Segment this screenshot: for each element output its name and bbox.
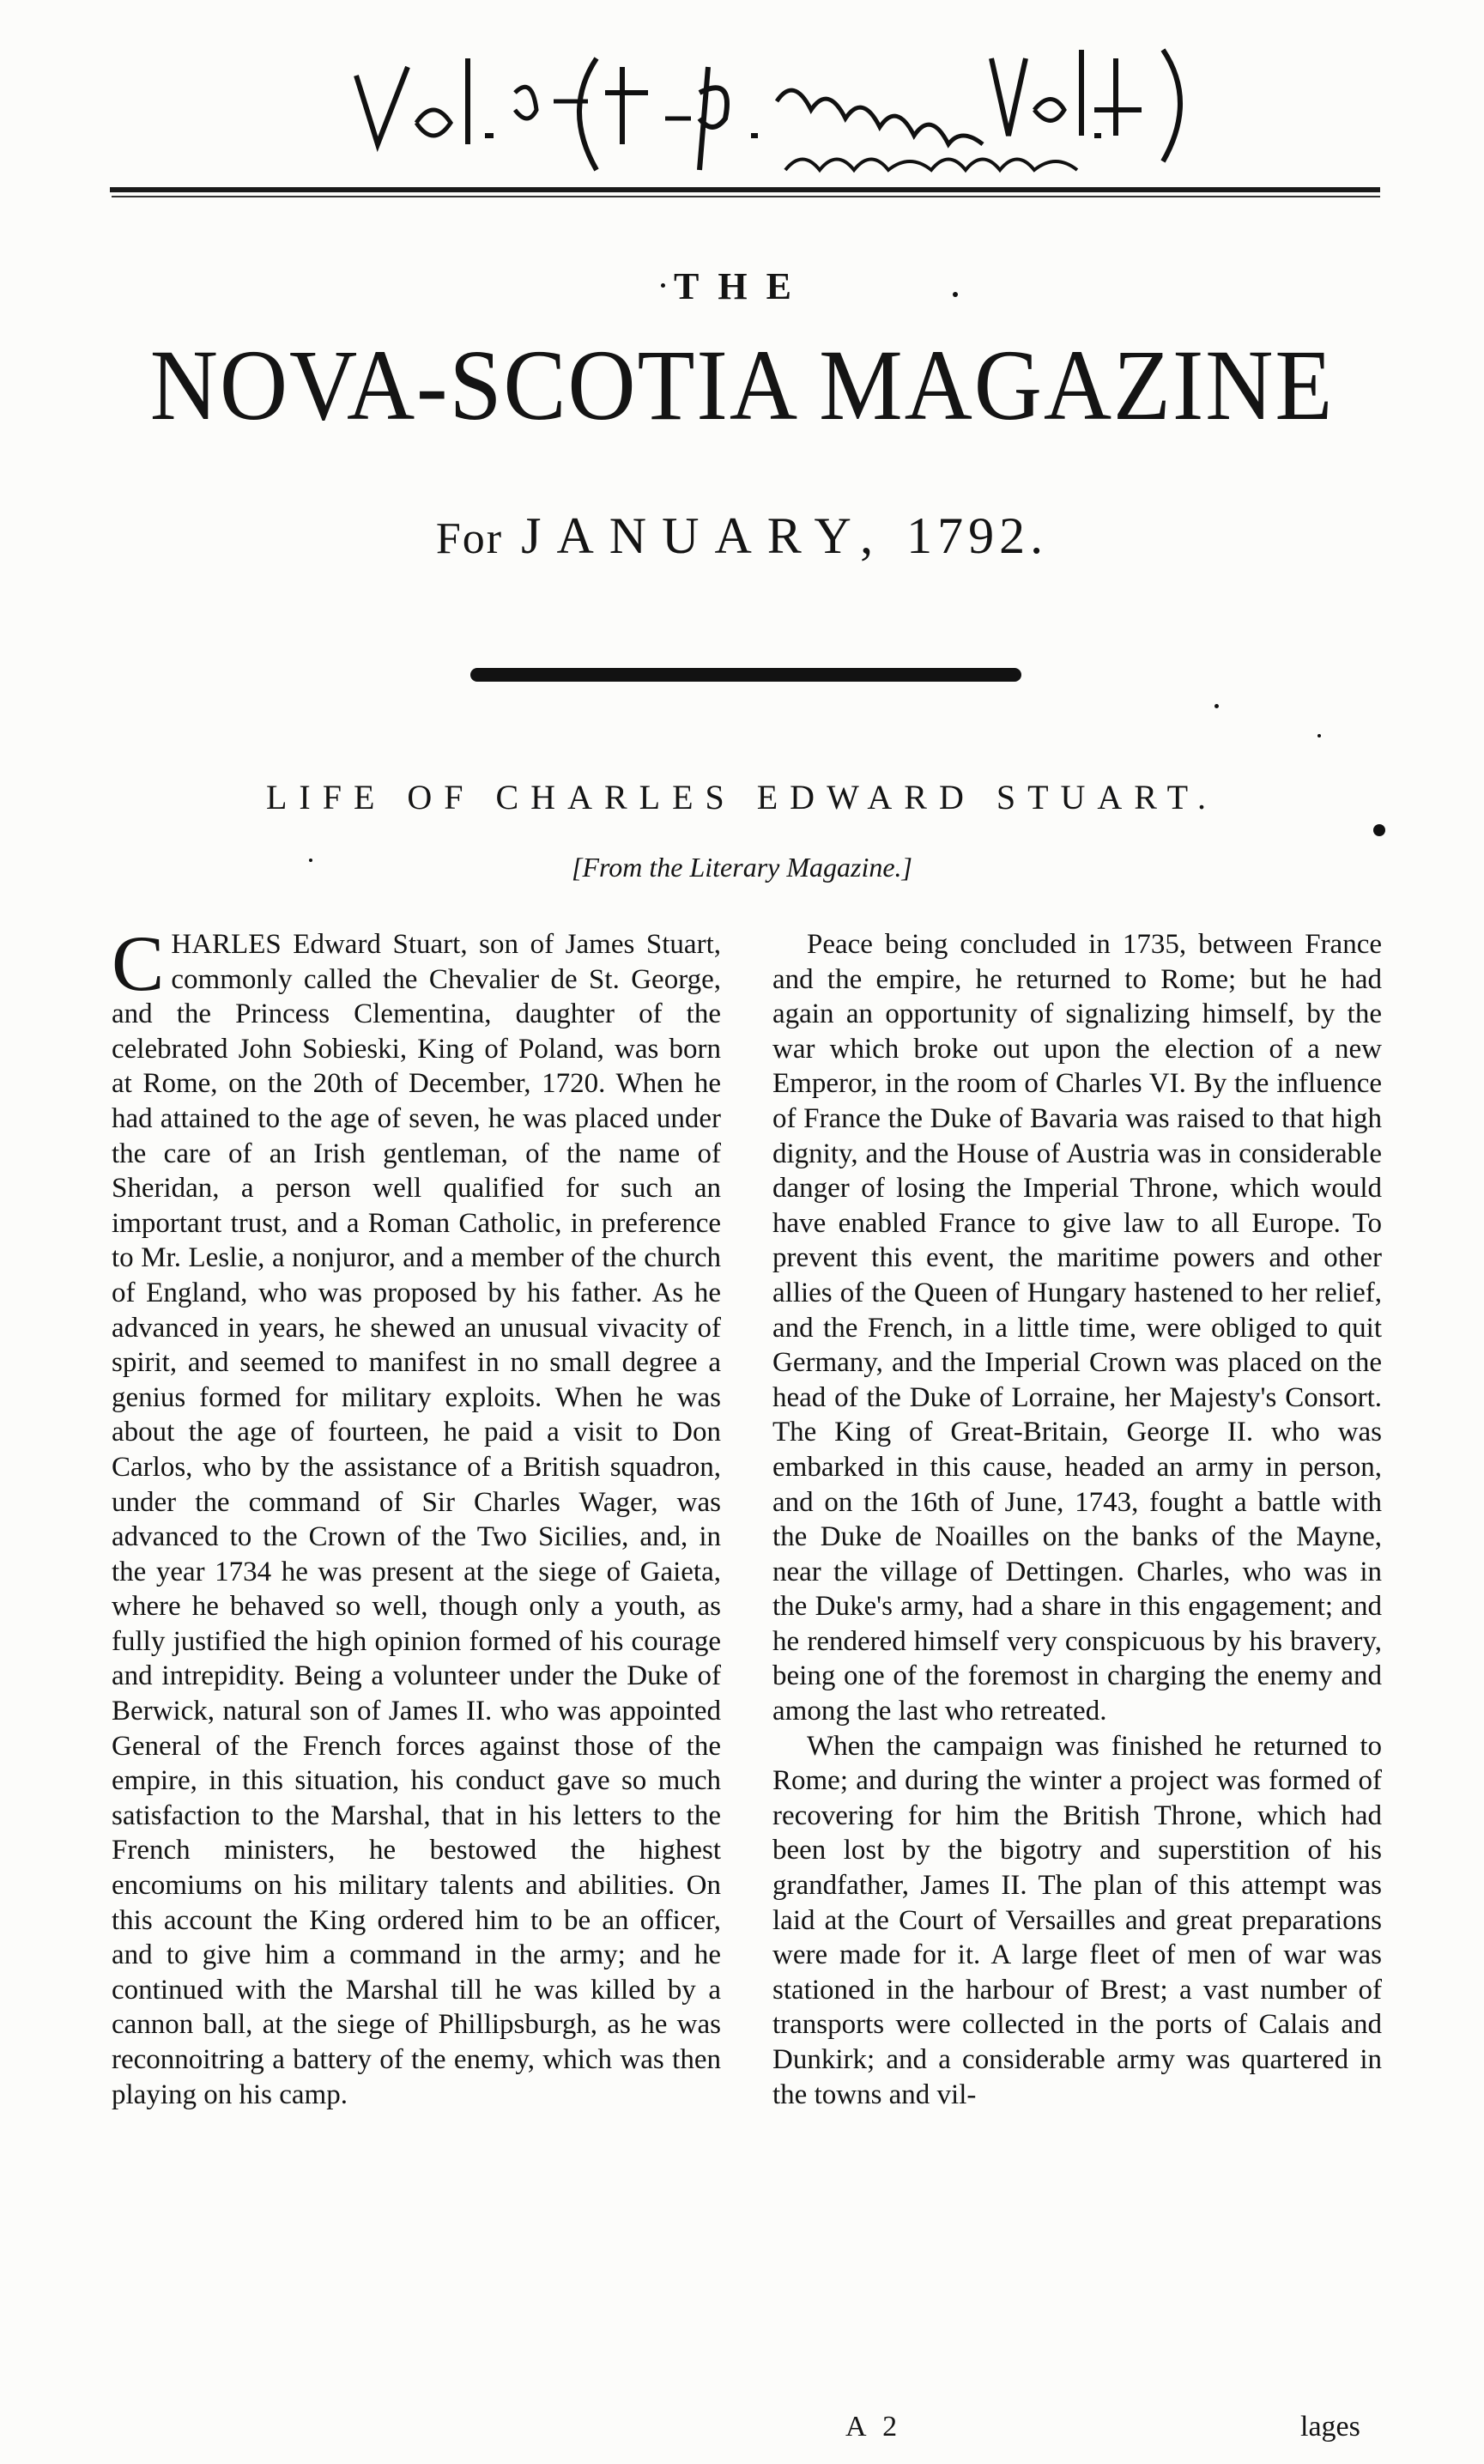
issue-month: JANUARY,	[521, 507, 889, 564]
top-rule-thin	[112, 196, 1380, 197]
article-title: LIFE OF CHARLES EDWARD STUART.	[265, 778, 1219, 816]
catchword: lages	[1300, 2411, 1360, 2443]
ink-speck	[1317, 734, 1321, 737]
handwriting-scribble	[339, 41, 1283, 187]
ink-speck	[309, 859, 312, 862]
masthead-the: THE	[674, 265, 810, 307]
magazine-title: NOVA-SCOTIA MAGAZINE	[149, 329, 1335, 441]
ink-speck	[661, 283, 665, 288]
ink-speck	[953, 292, 958, 297]
article-source: [From the Literary Magazine.]	[571, 852, 912, 883]
left-column	[112, 919, 721, 2112]
handwritten-annotation	[339, 41, 1283, 187]
ornamental-bar	[470, 668, 1021, 682]
issue-for: For	[435, 514, 504, 563]
left-paragraph-1-text: HARLES Edward Stuart, son of James Stuart, commonly called the Chevalier de St. George, and the Princess Clementina, daughter of the celebrated John Sobieski, King of Poland, was born at Rome, on the 20th of December, 1720. When he had attained to the age of seven, he was placed under the care of an Irish gentleman, of the name of Sheridan, a person well qualified for such an important trust, and a Roman Catholic, in preference to Mr. Leslie, a nonjuror, and a member of the church of England, who was proposed by his father. As he advanced in years, he shewed an unusual vivacity of spirit, and seemed to manifest in no small degree a genius formed for military exploits. When he was about the age of fourteen, he paid a visit to Don Carlos, who by the assistance of a British squadron, under the command of Sir Charles Wager, was advanced to the Crown of the Two Sicilies, and, in the year 1734 he was present at the siege of Gaieta, where he behaved so well, though only a youth, as fully justified the high opinion formed of his courage and intrepidity. Being a volunteer under the Duke of Berwick, natural son of James II. who was appointed General of the French forces against those of the empire, in this situation, his conduct gave so much satisfaction to the Marshal, that in his letters to the French ministers, he bestowed the highest encomiums on his military talents and abilities. On this account the King ordered him to be an officer, and to give him a command in the army; and he continued with the Marshal till he was killed by a cannon ball, at the siege of Phillipsburgh, as he was reconnoitring a battery of the enemy, which was then playing on his camp.	[112, 929, 721, 2110]
ink-speck	[1214, 704, 1219, 708]
drop-cap: C	[112, 919, 165, 1007]
ink-speck	[1373, 824, 1385, 836]
issue-year: 1792.	[906, 507, 1049, 564]
right-column	[772, 927, 1382, 2112]
left-paragraph-1	[112, 919, 721, 2112]
top-rule-thick	[110, 187, 1380, 192]
right-paragraph-2: When the campaign was finished he returned to Rome; and during the winter a project was formed of recovering for him the British Throne, which had been lost by the bigotry and superstition of his grandfather, James II. The plan of this attempt was laid at the Court of Versailles and great preparations were made for it. A large fleet of men of war was stationed in the harbour of Brest; a vast number of transports were collected in the ports of Calais and Dunkirk; and a considerable army was quartered in the towns and vil-	[772, 1730, 1382, 2110]
right-paragraph-1: Peace being concluded in 1735, between France and the empire, he returned to Rome; but he had again an opportunity of signalizing himself, by the war which broke out upon the election of a new Emperor, in the room of Charles VI. By the influence of France the Duke of Bavaria was raised to that high dignity, and the House of Austria was in considerable danger of losing the Imperial Throne, which would have enabled France to give law to all Europe. To prevent this event, the maritime powers and other allies of the Queen of Hungary hastened to her relief, and the French, in a little time, were obliged to quit Germany, and the Imperial Crown was placed on the head of the Duke of Lorraine, her Majesty's Consort. The King of Great-Britain, George II. who was embarked in this cause, headed an army in person, and on the 16th of June, 1743, fought a battle with the Duke de Noailles on the banks of the Mayne, near the village of Dettingen. Charles, who was in the Duke's army, had a share in this engagement; and he rendered himself very conspicuous by his bravery, being one of the foremost in charging the enemy and among the last who retreated.	[772, 929, 1382, 1727]
signature-mark: A 2	[845, 2411, 903, 2443]
issue-date	[0, 507, 1484, 566]
